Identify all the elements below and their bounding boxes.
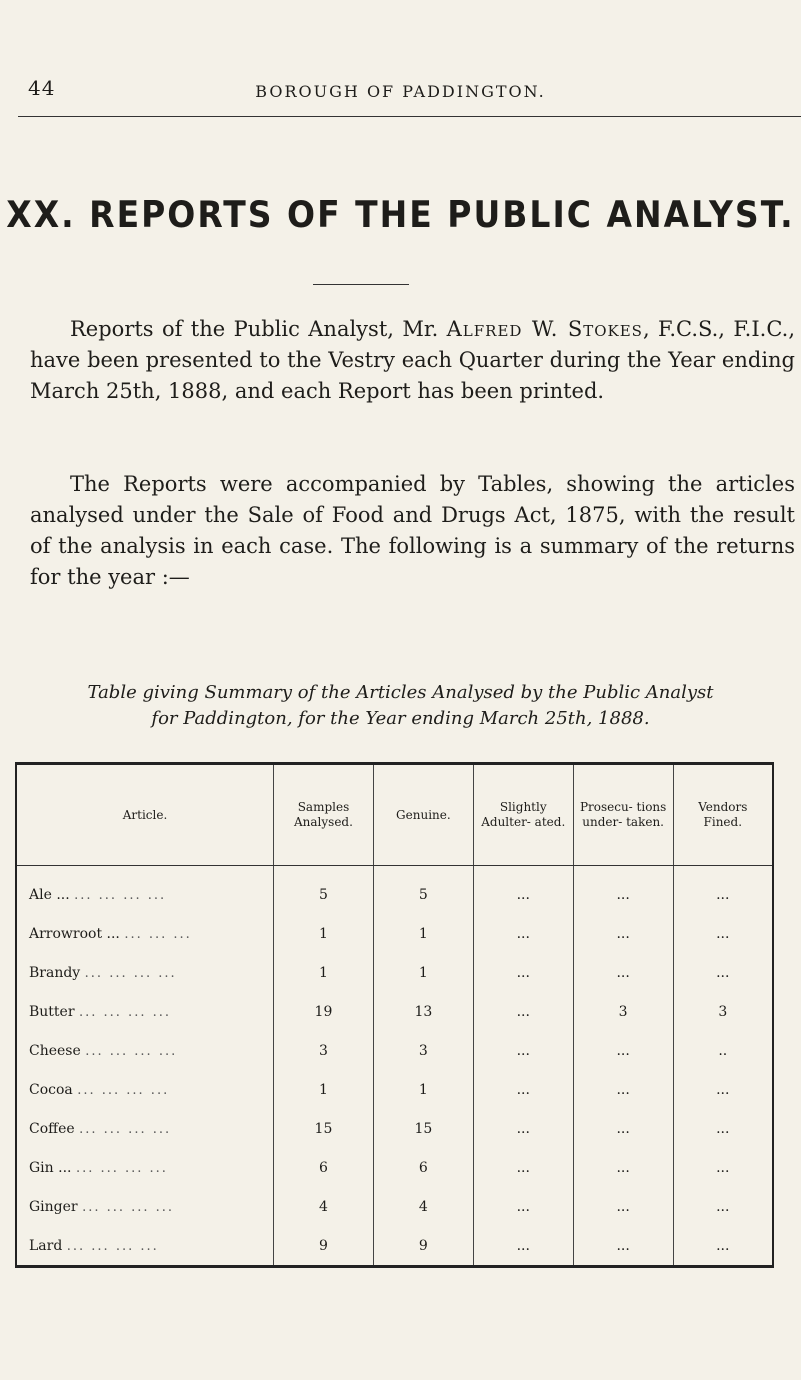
samples-cell: 6 xyxy=(274,1148,374,1187)
genuine-cell: 6 xyxy=(373,1148,473,1187)
genuine-cell: 3 xyxy=(373,1031,473,1070)
article-cell xyxy=(16,1148,274,1187)
adulterated-cell: ... xyxy=(473,1226,573,1267)
paragraph-reports-text-after: , F.C.S., F.I.C., have been presented to the Vestry each Quarter during the Year ending March 25th, 1888, and each Report has been printed. xyxy=(30,317,795,403)
article-cell xyxy=(16,1226,274,1267)
genuine-cell: 15 xyxy=(373,1109,473,1148)
table-row xyxy=(16,1148,773,1187)
column-header-prosecutions: Prosecu- tions under- taken. xyxy=(573,764,673,866)
table-header-row xyxy=(16,764,773,866)
table-row xyxy=(16,1070,773,1109)
samples-cell: 15 xyxy=(274,1109,374,1148)
samples-cell: 1 xyxy=(274,953,374,992)
table-caption xyxy=(0,680,801,732)
leader-dots: ... ... ... ... xyxy=(79,1004,171,1020)
fined-cell: ... xyxy=(716,1120,730,1137)
article-cell xyxy=(16,1187,274,1226)
leader-dots: ... ... ... ... xyxy=(79,1121,172,1137)
column-header-article: Article. xyxy=(16,764,274,866)
table-row xyxy=(16,992,773,1031)
prosecutions-cell: ... xyxy=(573,1187,673,1226)
genuine-cell: 5 xyxy=(373,866,473,915)
article-name: Arrowroot ... xyxy=(29,925,120,942)
section-title: XX. REPORTS OF THE PUBLIC ANALYST. xyxy=(6,193,795,236)
prosecutions-cell: ... xyxy=(573,866,673,915)
article-name: Ginger xyxy=(29,1198,78,1215)
fined-cell: ... xyxy=(716,1237,730,1254)
genuine-cell: 13 xyxy=(373,992,473,1031)
adulterated-cell: ... xyxy=(473,953,573,992)
samples-cell: 19 xyxy=(274,992,374,1031)
summary-table xyxy=(15,762,774,1268)
adulterated-cell: ... xyxy=(473,1187,573,1226)
leader-dots: ... ... ... ... xyxy=(74,887,167,903)
table-row xyxy=(16,1226,773,1267)
samples-cell: 4 xyxy=(274,1187,374,1226)
article-name: Cheese xyxy=(29,1042,81,1059)
column-header-fined: Vendors Fined. xyxy=(673,764,773,866)
genuine-cell: 4 xyxy=(373,1187,473,1226)
paragraph-tables: The Reports were accompanied by Tables, showing the articles analysed under the Sale of Food and Drugs Act, 1875, with the result of the analysis in each case. The following is a summary of the returns for the year :— xyxy=(30,472,795,589)
article-cell xyxy=(16,866,274,915)
leader-dots: ... ... ... ... xyxy=(75,1160,168,1176)
prosecutions-cell: ... xyxy=(573,914,673,953)
page-number: 44 xyxy=(28,76,56,100)
adulterated-cell: ... xyxy=(473,914,573,953)
fined-cell: ... xyxy=(716,964,730,981)
paragraph-reports-text-before: Reports of the Public Analyst, Mr. xyxy=(70,317,447,341)
fined-cell: ... xyxy=(716,1198,730,1215)
fined-cell: .. xyxy=(718,1042,728,1059)
table-row xyxy=(16,1187,773,1226)
genuine-cell: 9 xyxy=(373,1226,473,1267)
table-caption-line-1: Table giving Summary of the Articles Analysed by the Public Analyst xyxy=(87,682,714,703)
leader-dots: ... ... ... ... xyxy=(82,1199,175,1215)
fined-cell: ... xyxy=(716,925,730,942)
column-header-adulterated: Slightly Adulter- ated. xyxy=(473,764,573,866)
adulterated-cell: ... xyxy=(473,1070,573,1109)
article-name: Coffee xyxy=(29,1120,75,1137)
fined-cell: 3 xyxy=(718,1003,728,1020)
leader-dots: ... ... ... ... xyxy=(77,1082,170,1098)
samples-cell: 9 xyxy=(274,1226,374,1267)
prosecutions-cell: ... xyxy=(573,1031,673,1070)
fined-cell: ... xyxy=(716,886,730,903)
article-name: Butter xyxy=(29,1003,75,1020)
article-name: Cocoa xyxy=(29,1081,73,1098)
fined-cell: ... xyxy=(716,1159,730,1176)
genuine-cell: 1 xyxy=(373,953,473,992)
samples-cell: 1 xyxy=(274,1070,374,1109)
samples-cell: 5 xyxy=(274,866,374,915)
article-name: Brandy xyxy=(29,964,81,981)
header-rule xyxy=(18,116,801,117)
table-row xyxy=(16,914,773,953)
prosecutions-cell: 3 xyxy=(573,992,673,1031)
genuine-cell: 1 xyxy=(373,1070,473,1109)
article-cell xyxy=(16,1070,274,1109)
paragraph-reports xyxy=(30,314,795,407)
article-cell xyxy=(16,953,274,992)
prosecutions-cell: ... xyxy=(573,1148,673,1187)
samples-cell: 1 xyxy=(274,914,374,953)
analyst-name: Alfred W. Stokes xyxy=(446,317,643,341)
leader-dots: ... ... ... ... xyxy=(66,1238,159,1254)
article-cell xyxy=(16,1109,274,1148)
article-name: Lard xyxy=(29,1237,63,1254)
leader-dots: ... ... ... ... xyxy=(85,1043,178,1059)
column-header-samples: Samples Analysed. xyxy=(274,764,374,866)
fined-cell: ... xyxy=(716,1081,730,1098)
adulterated-cell: ... xyxy=(473,992,573,1031)
adulterated-cell: ... xyxy=(473,866,573,915)
genuine-cell: 1 xyxy=(373,914,473,953)
prosecutions-cell: ... xyxy=(573,1070,673,1109)
table-row xyxy=(16,1031,773,1070)
article-cell xyxy=(16,992,274,1031)
table-body xyxy=(16,866,773,1267)
table-row xyxy=(16,866,773,915)
column-header-genuine: Genuine. xyxy=(373,764,473,866)
adulterated-cell: ... xyxy=(473,1148,573,1187)
article-cell xyxy=(16,1031,274,1070)
prosecutions-cell: ... xyxy=(573,1109,673,1148)
running-head: BOROUGH OF PADDINGTON. xyxy=(255,82,546,101)
table-row xyxy=(16,1109,773,1148)
prosecutions-cell: ... xyxy=(573,1226,673,1267)
table-row xyxy=(16,953,773,992)
table-caption-line-2: for Paddington, for the Year ending March 25th, 1888. xyxy=(151,708,650,729)
leader-dots: ... ... ... xyxy=(124,926,192,942)
leader-dots: ... ... ... ... xyxy=(84,965,177,981)
article-name: Ale ... xyxy=(29,886,70,903)
adulterated-cell: ... xyxy=(473,1031,573,1070)
adulterated-cell: ... xyxy=(473,1109,573,1148)
article-name: Gin ... xyxy=(29,1159,72,1176)
title-rule xyxy=(313,284,409,285)
samples-cell: 3 xyxy=(274,1031,374,1070)
article-cell xyxy=(16,914,274,953)
prosecutions-cell: ... xyxy=(573,953,673,992)
